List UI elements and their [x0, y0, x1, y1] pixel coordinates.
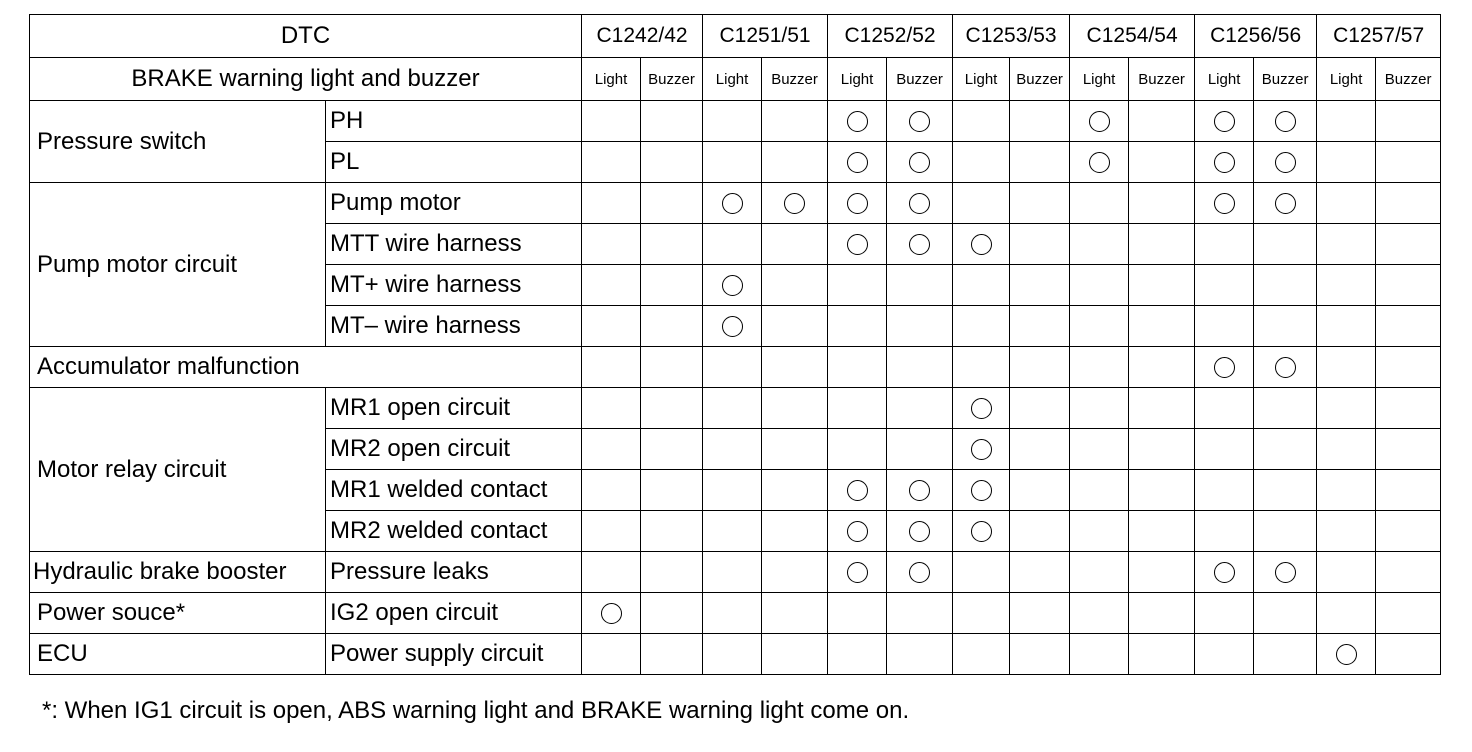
item-ig2-open-circuit: IG2 open circuit [326, 593, 582, 634]
mark-cell [1254, 634, 1317, 675]
mark-cell [582, 306, 641, 347]
mark-cell [582, 265, 641, 306]
mark-cell [887, 634, 953, 675]
item-pump-motor: Pump motor [326, 183, 582, 224]
mark-cell [887, 429, 953, 470]
mark-cell [1376, 265, 1441, 306]
dtc-code-header: C1257/57 [1317, 15, 1441, 58]
mark-cell [828, 634, 887, 675]
buzzer-column-header: Buzzer [1129, 58, 1195, 101]
circle-mark-icon [1214, 193, 1235, 214]
mark-cell [953, 511, 1010, 552]
dtc-code-header: C1251/51 [703, 15, 828, 58]
item-mr1-open-circuit: MR1 open circuit [326, 388, 582, 429]
mark-cell [953, 347, 1010, 388]
circle-mark-icon [909, 111, 930, 132]
mark-cell [703, 183, 762, 224]
mark-cell [1129, 511, 1195, 552]
mark-cell [582, 470, 641, 511]
light-column-header: Light [1317, 58, 1376, 101]
mark-cell [1070, 265, 1129, 306]
mark-cell [953, 265, 1010, 306]
mark-cell [887, 347, 953, 388]
mark-cell [1317, 101, 1376, 142]
circle-mark-icon [847, 193, 868, 214]
mark-cell [887, 306, 953, 347]
circle-mark-icon [909, 521, 930, 542]
mark-cell [703, 265, 762, 306]
circle-mark-icon [722, 316, 743, 337]
mark-cell [828, 470, 887, 511]
mark-cell [641, 347, 703, 388]
mark-cell [641, 142, 703, 183]
mark-cell [641, 101, 703, 142]
mark-cell [1070, 470, 1129, 511]
mark-cell [1317, 429, 1376, 470]
mark-cell [1195, 265, 1254, 306]
circle-mark-icon [1214, 111, 1235, 132]
mark-cell [828, 347, 887, 388]
mark-cell [762, 470, 828, 511]
mark-cell [1254, 470, 1317, 511]
mark-cell [1254, 224, 1317, 265]
mark-cell [703, 429, 762, 470]
circle-mark-icon [909, 193, 930, 214]
circle-mark-icon [1214, 562, 1235, 583]
mark-cell [1195, 183, 1254, 224]
mark-cell [1129, 265, 1195, 306]
dtc-code-header: C1252/52 [828, 15, 953, 58]
mark-cell [1317, 306, 1376, 347]
mark-cell [1376, 347, 1441, 388]
mark-cell [1317, 388, 1376, 429]
mark-cell [1195, 224, 1254, 265]
buzzer-column-header: Buzzer [1010, 58, 1070, 101]
mark-cell [641, 265, 703, 306]
mark-cell [887, 470, 953, 511]
item-mt-plus-wire-harness: MT+ wire harness [326, 265, 582, 306]
mark-cell [887, 142, 953, 183]
dtc-chart-table [29, 14, 1441, 675]
mark-cell [641, 224, 703, 265]
mark-cell [703, 470, 762, 511]
circle-mark-icon [1214, 357, 1235, 378]
mark-cell [1070, 593, 1129, 634]
mark-cell [828, 265, 887, 306]
item-ph: PH [326, 101, 582, 142]
mark-cell [1070, 634, 1129, 675]
mark-cell [953, 470, 1010, 511]
mark-cell [582, 224, 641, 265]
mark-cell [1254, 306, 1317, 347]
mark-cell [1010, 183, 1070, 224]
mark-cell [887, 183, 953, 224]
circle-mark-icon [909, 562, 930, 583]
mark-cell [1070, 552, 1129, 593]
mark-cell [1129, 183, 1195, 224]
dtc-code-header: C1254/54 [1070, 15, 1195, 58]
mark-cell [1070, 183, 1129, 224]
item-mr2-welded-contact: MR2 welded contact [326, 511, 582, 552]
circle-mark-icon [1275, 152, 1296, 173]
mark-cell [1010, 593, 1070, 634]
mark-cell [1317, 552, 1376, 593]
mark-cell [887, 388, 953, 429]
mark-cell [1376, 388, 1441, 429]
mark-cell [641, 593, 703, 634]
mark-cell [828, 511, 887, 552]
mark-cell [641, 470, 703, 511]
mark-cell [1376, 306, 1441, 347]
footnote: *: When IG1 circuit is open, ABS warning light and BRAKE warning light come on. [42, 697, 910, 724]
mark-cell [1376, 470, 1441, 511]
mark-cell [887, 511, 953, 552]
mark-cell [762, 388, 828, 429]
mark-cell [953, 552, 1010, 593]
mark-cell [1254, 142, 1317, 183]
mark-cell [1195, 347, 1254, 388]
mark-cell [582, 388, 641, 429]
mark-cell [828, 306, 887, 347]
group-ecu: ECU [30, 634, 326, 675]
mark-cell [1070, 224, 1129, 265]
item-mr2-open-circuit: MR2 open circuit [326, 429, 582, 470]
mark-cell [1129, 634, 1195, 675]
group-motor-relay-circuit: Motor relay circuit [30, 388, 326, 552]
circle-mark-icon [1275, 357, 1296, 378]
mark-cell [703, 224, 762, 265]
mark-cell [582, 511, 641, 552]
circle-mark-icon [909, 234, 930, 255]
group-accumulator-malfunction: Accumulator malfunction [30, 347, 582, 388]
mark-cell [582, 142, 641, 183]
mark-cell [828, 429, 887, 470]
group-pump-motor-circuit: Pump motor circuit [30, 183, 326, 347]
buzzer-column-header: Buzzer [887, 58, 953, 101]
circle-mark-icon [1275, 193, 1296, 214]
mark-cell [1317, 265, 1376, 306]
mark-cell [703, 634, 762, 675]
light-column-header: Light [953, 58, 1010, 101]
mark-cell [828, 183, 887, 224]
mark-cell [1317, 224, 1376, 265]
buzzer-column-header: Buzzer [1254, 58, 1317, 101]
mark-cell [1317, 593, 1376, 634]
mark-cell [1195, 511, 1254, 552]
circle-mark-icon [1089, 111, 1110, 132]
mark-cell [1010, 306, 1070, 347]
mark-cell [1070, 142, 1129, 183]
mark-cell [1376, 101, 1441, 142]
mark-cell [1376, 224, 1441, 265]
mark-cell [1376, 593, 1441, 634]
item-mr1-welded-contact: MR1 welded contact [326, 470, 582, 511]
mark-cell [582, 101, 641, 142]
dtc-code-header: C1256/56 [1195, 15, 1317, 58]
mark-cell [1010, 511, 1070, 552]
mark-cell [762, 306, 828, 347]
circle-mark-icon [971, 480, 992, 501]
mark-cell [762, 101, 828, 142]
mark-cell [1070, 101, 1129, 142]
mark-cell [1129, 306, 1195, 347]
mark-cell [1254, 347, 1317, 388]
circle-mark-icon [1275, 111, 1296, 132]
mark-cell [1254, 552, 1317, 593]
mark-cell [1010, 388, 1070, 429]
mark-cell [828, 101, 887, 142]
mark-cell [1195, 306, 1254, 347]
light-column-header: Light [582, 58, 641, 101]
warning-header: BRAKE warning light and buzzer [30, 58, 582, 101]
mark-cell [1195, 634, 1254, 675]
mark-cell [703, 347, 762, 388]
mark-cell [1129, 347, 1195, 388]
mark-cell [1010, 101, 1070, 142]
mark-cell [1129, 593, 1195, 634]
circle-mark-icon [847, 152, 868, 173]
mark-cell [887, 265, 953, 306]
circle-mark-icon [971, 234, 992, 255]
mark-cell [828, 224, 887, 265]
circle-mark-icon [722, 275, 743, 296]
mark-cell [1195, 593, 1254, 634]
circle-mark-icon [722, 193, 743, 214]
mark-cell [641, 511, 703, 552]
mark-cell [641, 183, 703, 224]
mark-cell [762, 634, 828, 675]
circle-mark-icon [971, 439, 992, 460]
mark-cell [1317, 634, 1376, 675]
mark-cell [1195, 388, 1254, 429]
circle-mark-icon [847, 521, 868, 542]
mark-cell [828, 593, 887, 634]
mark-cell [828, 388, 887, 429]
dtc-code-header: C1242/42 [582, 15, 703, 58]
circle-mark-icon [971, 398, 992, 419]
item-mtt-wire-harness: MTT wire harness [326, 224, 582, 265]
circle-mark-icon [971, 521, 992, 542]
mark-cell [953, 101, 1010, 142]
mark-cell [762, 429, 828, 470]
mark-cell [1070, 511, 1129, 552]
mark-cell [1254, 101, 1317, 142]
buzzer-column-header: Buzzer [762, 58, 828, 101]
item-mt-minus-wire-harness: MT– wire harness [326, 306, 582, 347]
mark-cell [1010, 265, 1070, 306]
mark-cell [762, 347, 828, 388]
group-power-source: Power souce* [30, 593, 326, 634]
circle-mark-icon [847, 234, 868, 255]
mark-cell [762, 511, 828, 552]
light-column-header: Light [1070, 58, 1129, 101]
circle-mark-icon [1214, 152, 1235, 173]
circle-mark-icon [847, 480, 868, 501]
circle-mark-icon [909, 480, 930, 501]
mark-cell [762, 142, 828, 183]
light-column-header: Light [828, 58, 887, 101]
mark-cell [1254, 593, 1317, 634]
mark-cell [1070, 388, 1129, 429]
light-column-header: Light [703, 58, 762, 101]
mark-cell [1376, 183, 1441, 224]
circle-mark-icon [784, 193, 805, 214]
mark-cell [703, 511, 762, 552]
mark-cell [1376, 552, 1441, 593]
mark-cell [703, 552, 762, 593]
mark-cell [953, 429, 1010, 470]
mark-cell [1129, 552, 1195, 593]
mark-cell [703, 142, 762, 183]
mark-cell [1254, 511, 1317, 552]
mark-cell [703, 388, 762, 429]
mark-cell [1376, 142, 1441, 183]
circle-mark-icon [847, 111, 868, 132]
mark-cell [1129, 142, 1195, 183]
mark-cell [1010, 470, 1070, 511]
mark-cell [1317, 142, 1376, 183]
mark-cell [762, 183, 828, 224]
mark-cell [641, 552, 703, 593]
mark-cell [1317, 511, 1376, 552]
buzzer-column-header: Buzzer [641, 58, 703, 101]
mark-cell [1317, 347, 1376, 388]
mark-cell [1129, 101, 1195, 142]
mark-cell [762, 224, 828, 265]
circle-mark-icon [601, 603, 622, 624]
circle-mark-icon [1089, 152, 1110, 173]
dtc-code-header: C1253/53 [953, 15, 1070, 58]
item-power-supply-circuit: Power supply circuit [326, 634, 582, 675]
mark-cell [1195, 429, 1254, 470]
mark-cell [582, 634, 641, 675]
mark-cell [887, 593, 953, 634]
mark-cell [828, 142, 887, 183]
mark-cell [953, 593, 1010, 634]
mark-cell [887, 552, 953, 593]
mark-cell [762, 552, 828, 593]
mark-cell [887, 101, 953, 142]
light-column-header: Light [1195, 58, 1254, 101]
circle-mark-icon [1275, 562, 1296, 583]
mark-cell [1010, 224, 1070, 265]
mark-cell [1254, 388, 1317, 429]
mark-cell [1010, 552, 1070, 593]
mark-cell [1254, 183, 1317, 224]
mark-cell [641, 429, 703, 470]
mark-cell [1376, 511, 1441, 552]
circle-mark-icon [909, 152, 930, 173]
mark-cell [582, 593, 641, 634]
group-pressure-switch: Pressure switch [30, 101, 326, 183]
mark-cell [953, 142, 1010, 183]
mark-cell [582, 429, 641, 470]
mark-cell [1254, 265, 1317, 306]
mark-cell [582, 183, 641, 224]
mark-cell [953, 388, 1010, 429]
circle-mark-icon [847, 562, 868, 583]
mark-cell [703, 101, 762, 142]
mark-cell [1195, 552, 1254, 593]
circle-mark-icon [1336, 644, 1357, 665]
mark-cell [703, 306, 762, 347]
item-pl: PL [326, 142, 582, 183]
mark-cell [1317, 470, 1376, 511]
mark-cell [641, 306, 703, 347]
mark-cell [1195, 142, 1254, 183]
mark-cell [641, 388, 703, 429]
mark-cell [1070, 347, 1129, 388]
mark-cell [703, 593, 762, 634]
mark-cell [1129, 470, 1195, 511]
mark-cell [1010, 142, 1070, 183]
mark-cell [1010, 429, 1070, 470]
mark-cell [1195, 101, 1254, 142]
mark-cell [953, 306, 1010, 347]
mark-cell [641, 634, 703, 675]
group-hydraulic-brake-booster: Hydraulic brake booster [30, 552, 326, 593]
buzzer-column-header: Buzzer [1376, 58, 1441, 101]
mark-cell [1129, 388, 1195, 429]
mark-cell [1129, 429, 1195, 470]
mark-cell [1010, 634, 1070, 675]
mark-cell [953, 183, 1010, 224]
mark-cell [1317, 183, 1376, 224]
item-pressure-leaks: Pressure leaks [326, 552, 582, 593]
mark-cell [762, 265, 828, 306]
mark-cell [762, 593, 828, 634]
dtc-header: DTC [30, 15, 582, 58]
mark-cell [953, 224, 1010, 265]
mark-cell [1254, 429, 1317, 470]
mark-cell [1070, 306, 1129, 347]
mark-cell [1129, 224, 1195, 265]
mark-cell [953, 634, 1010, 675]
mark-cell [887, 224, 953, 265]
mark-cell [582, 347, 641, 388]
mark-cell [582, 552, 641, 593]
mark-cell [1195, 470, 1254, 511]
mark-cell [1010, 347, 1070, 388]
mark-cell [1376, 429, 1441, 470]
mark-cell [1070, 429, 1129, 470]
mark-cell [828, 552, 887, 593]
mark-cell [1376, 634, 1441, 675]
